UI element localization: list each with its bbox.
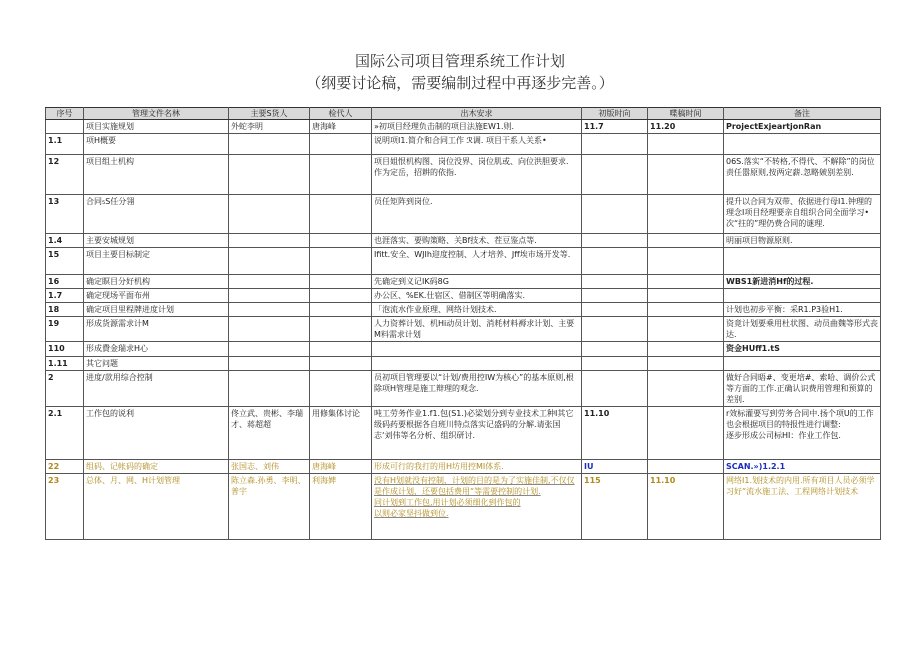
row-req-cell: 吨工劳务作业1.f1.包(S1.)必梁划分到专业技术工种I其它级码药要根据各自班川特点落实记盛码的分解.请张国志‘刘伟等名分析、组织研讨. <box>372 407 582 460</box>
row-doc-cell: 总体、月、网、H计划管理 <box>84 474 229 540</box>
row-note-cell: r效标灌要写到劳务合同中.扬个项U的工作也会根据项目的特报性进行调整: 逐步形成公司标HI：作业工作包. <box>724 407 881 460</box>
row-draft-cell <box>582 342 648 357</box>
row-final-cell <box>648 371 724 407</box>
row-owner-cell: 张国志、刘伟 <box>229 460 310 474</box>
row-no-cell: 1.7 <box>46 289 84 303</box>
table-row <box>46 289 881 303</box>
row-note-cell: 计划也初步平衡：采R1.P3验H1. <box>724 303 881 317</box>
row-note-cell: ProjectExjeartjonRan <box>724 120 881 134</box>
row-doc-cell: 其它问题 <box>84 357 229 371</box>
row-no-cell: 1.4 <box>46 234 84 248</box>
row-owner-cell <box>229 342 310 357</box>
row-deputy-cell: 用修集体讨论 <box>310 407 372 460</box>
row-draft-cell <box>582 275 648 289</box>
row-owner-cell <box>229 317 310 342</box>
work-plan-table <box>45 107 881 540</box>
table-row <box>46 474 881 540</box>
row-req-cell: 人力资葬计划、机Hi动员计划、消耗材料褥求计划、主要M料需求计划 <box>372 317 582 342</box>
table-row <box>46 234 881 248</box>
row-no-cell: 2.1 <box>46 407 84 460</box>
row-owner-cell <box>229 371 310 407</box>
row-final-cell <box>648 317 724 342</box>
row-deputy-cell <box>310 342 372 357</box>
row-draft-cell <box>582 371 648 407</box>
row-owner-cell: 佟立武、贵彬、李瑞才、蒋超超 <box>229 407 310 460</box>
row-note-cell: 做好合同晤#、变更培#、索哈、调价公式等方面的工作.正确认识费用管理和预算的差别. <box>724 371 881 407</box>
row-owner-cell: 陈立森.孙勇、李明、普宇 <box>229 474 310 540</box>
row-draft-cell: 11.10 <box>582 407 648 460</box>
row-draft-cell: 115 <box>582 474 648 540</box>
col-header-deputy: 检代人 <box>310 108 372 120</box>
row-req-cell: 「泡流水作业原理、网络计划技术. <box>372 303 582 317</box>
row-owner-cell <box>229 248 310 275</box>
table-row <box>46 155 881 195</box>
row-owner-cell <box>229 303 310 317</box>
col-header-final: 喋稿时间 <box>648 108 724 120</box>
row-doc-cell: 项目主要目标制定 <box>84 248 229 275</box>
row-deputy-cell: 利海婢 <box>310 474 372 540</box>
row-deputy-cell <box>310 275 372 289</box>
row-note-cell: 明丽项目物源原则. <box>724 234 881 248</box>
row-doc-cell: 组码、记帐码的确定 <box>84 460 229 474</box>
row-note-cell: SCAN.»)1.2.1 <box>724 460 881 474</box>
row-note-cell <box>724 134 881 155</box>
row-final-cell <box>648 407 724 460</box>
row-note-cell: 网络I1.划技术的内用.所有项目人员必须学习好“流水施工法、工程网络计划技术 <box>724 474 881 540</box>
col-header-draft: 初版时向 <box>582 108 648 120</box>
row-owner-cell <box>229 195 310 234</box>
row-deputy-cell: 唐海峰 <box>310 120 372 134</box>
table-row <box>46 195 881 234</box>
row-final-cell <box>648 289 724 303</box>
row-req-cell <box>372 342 582 357</box>
row-deputy-cell <box>310 134 372 155</box>
row-req-cell: 员初项目管理要以“计划/费用控IW为核心”的基本原则,根除项H管理是施工辩理的观念. <box>372 371 582 407</box>
row-doc-cell: 进度/款用综合控制 <box>84 371 229 407</box>
row-note-cell <box>724 248 881 275</box>
row-note-cell: WBS1新进消Hf的过程. <box>724 275 881 289</box>
row-deputy-cell <box>310 248 372 275</box>
row-doc-cell: 确定瞑目分好机构 <box>84 275 229 289</box>
row-req-cell: 办公区、%EK.仕宿区、借制区等明确落实. <box>372 289 582 303</box>
row-deputy-cell <box>310 371 372 407</box>
row-draft-cell <box>582 248 648 275</box>
row-draft-cell <box>582 234 648 248</box>
row-req-cell: 说明项I1.简介和合同工作 ℛ调. 项目干系人关系• <box>372 134 582 155</box>
row-final-cell <box>648 460 724 474</box>
col-header-note: 备注 <box>724 108 881 120</box>
row-owner-cell <box>229 234 310 248</box>
row-final-cell <box>648 155 724 195</box>
row-draft-cell <box>582 357 648 371</box>
row-draft-cell <box>582 134 648 155</box>
row-final-cell: 11.10 <box>648 474 724 540</box>
row-deputy-cell: 唐海峰 <box>310 460 372 474</box>
row-no-cell: 2 <box>46 371 84 407</box>
table-row <box>46 248 881 275</box>
row-final-cell <box>648 234 724 248</box>
col-header-req: 出木安求 <box>372 108 582 120</box>
table-row <box>46 134 881 155</box>
col-header-doc: 管理文件名林 <box>84 108 229 120</box>
row-deputy-cell <box>310 195 372 234</box>
row-draft-cell <box>582 195 648 234</box>
row-no-cell: 1.1 <box>46 134 84 155</box>
table-row <box>46 303 881 317</box>
row-deputy-cell <box>310 289 372 303</box>
row-no-cell: 13 <box>46 195 84 234</box>
row-final-cell <box>648 357 724 371</box>
doc-subtitle: （纲要讨论稿，需要编制过程中再逐步完善。） <box>306 74 614 92</box>
row-doc-cell: 确定项目里程牌进度计划 <box>84 303 229 317</box>
row-doc-cell: 确定现场平面布州 <box>84 289 229 303</box>
row-no-cell: 110 <box>46 342 84 357</box>
row-doc-cell: 形成货源需求计M <box>84 317 229 342</box>
row-doc-cell: 形成費金瑞求H心 <box>84 342 229 357</box>
row-deputy-cell <box>310 234 372 248</box>
row-note-cell: 资竟计划要乘用杜状图、动员曲魏等形式丧达. <box>724 317 881 342</box>
row-req-cell: Ifitt.安全、WJIh迎度控制、人才培养、Jff埃市场开发等. <box>372 248 582 275</box>
row-req-cell: 没有H划就没有控制，计划的目的是为了实施佳制,不仅仅是作成计划，还要包括费用“等需要控制的计划. 同计划到工作包,用计划必须细化到作包的 以则必家坚抖做到位. <box>372 474 582 540</box>
row-no-cell: 16 <box>46 275 84 289</box>
row-note-cell: 06S.落实“不转格,不得代、不解除”的岗位责任嚣原则,按两定薪.忽略皴别差别. <box>724 155 881 195</box>
row-final-cell <box>648 134 724 155</box>
row-final-cell <box>648 342 724 357</box>
col-header-no: 序号 <box>46 108 84 120</box>
row-doc-cell: 工作包的说利 <box>84 407 229 460</box>
row-draft-cell <box>582 155 648 195</box>
row-doc-cell: 项目组土机构 <box>84 155 229 195</box>
row-doc-cell: 主要安城规划 <box>84 234 229 248</box>
row-note-cell <box>724 357 881 371</box>
row-no-cell <box>46 120 84 134</box>
col-header-owner: 主要S货人 <box>229 108 310 120</box>
row-no-cell: 1.11 <box>46 357 84 371</box>
row-req-cell: 员任矩阵到岗位. <box>372 195 582 234</box>
row-final-cell <box>648 195 724 234</box>
table-row <box>46 371 881 407</box>
row-req-cell: 先确定到义记IK码8G <box>372 275 582 289</box>
row-final-cell <box>648 275 724 289</box>
table-row <box>46 317 881 342</box>
table-row <box>46 407 881 460</box>
row-owner-cell <box>229 357 310 371</box>
row-deputy-cell <box>310 303 372 317</box>
row-doc-cell: 合同₅S任分翎 <box>84 195 229 234</box>
row-draft-cell: 11.7 <box>582 120 648 134</box>
row-note-cell <box>724 289 881 303</box>
row-req-cell: 项目姐恨机构图、岗位没界、岗位肌或、向位洪胆要求. 作为定岳，招耕的依指. <box>372 155 582 195</box>
row-doc-cell: 项H概要 <box>84 134 229 155</box>
row-owner-cell <box>229 155 310 195</box>
row-deputy-cell <box>310 317 372 342</box>
table-row <box>46 275 881 289</box>
row-no-cell: 12 <box>46 155 84 195</box>
row-owner-cell: 外蛇李明 <box>229 120 310 134</box>
table-row <box>46 460 881 474</box>
row-no-cell: 23 <box>46 474 84 540</box>
row-final-cell <box>648 303 724 317</box>
table-row <box>46 342 881 357</box>
row-owner-cell <box>229 275 310 289</box>
doc-title: 国际公司项目管理系统工作计划 <box>354 52 565 70</box>
row-draft-cell: IU <box>582 460 648 474</box>
table-row <box>46 120 881 134</box>
row-draft-cell <box>582 303 648 317</box>
row-no-cell: 18 <box>46 303 84 317</box>
row-req-cell: 也涯落实、要购策略、关Bf技术、茬豆鉴点等. <box>372 234 582 248</box>
row-owner-cell <box>229 289 310 303</box>
row-no-cell: 22 <box>46 460 84 474</box>
table-row <box>46 357 881 371</box>
row-no-cell: 19 <box>46 317 84 342</box>
row-no-cell: 15 <box>46 248 84 275</box>
row-req-cell: »初项目经理负击制的项目法施EW1.则. <box>372 120 582 134</box>
row-draft-cell <box>582 317 648 342</box>
row-note-cell: 资金HUff1.tS <box>724 342 881 357</box>
row-draft-cell <box>582 289 648 303</box>
row-req-cell <box>372 357 582 371</box>
row-final-cell: 11.20 <box>648 120 724 134</box>
row-final-cell <box>648 248 724 275</box>
row-owner-cell <box>229 134 310 155</box>
table-body <box>46 120 881 540</box>
row-deputy-cell <box>310 357 372 371</box>
row-deputy-cell <box>310 155 372 195</box>
row-doc-cell: 项目实施规划 <box>84 120 229 134</box>
row-req-cell: 形成可行的我打的用H坊用控MI体系. <box>372 460 582 474</box>
row-note-cell: 提升以合同为双带、依据进行母I1.钟理的理念I项目经理要亲自组织合同全面学习•次“拄的”理仍费合同的谜理. <box>724 195 881 234</box>
table-header-row <box>46 108 881 120</box>
